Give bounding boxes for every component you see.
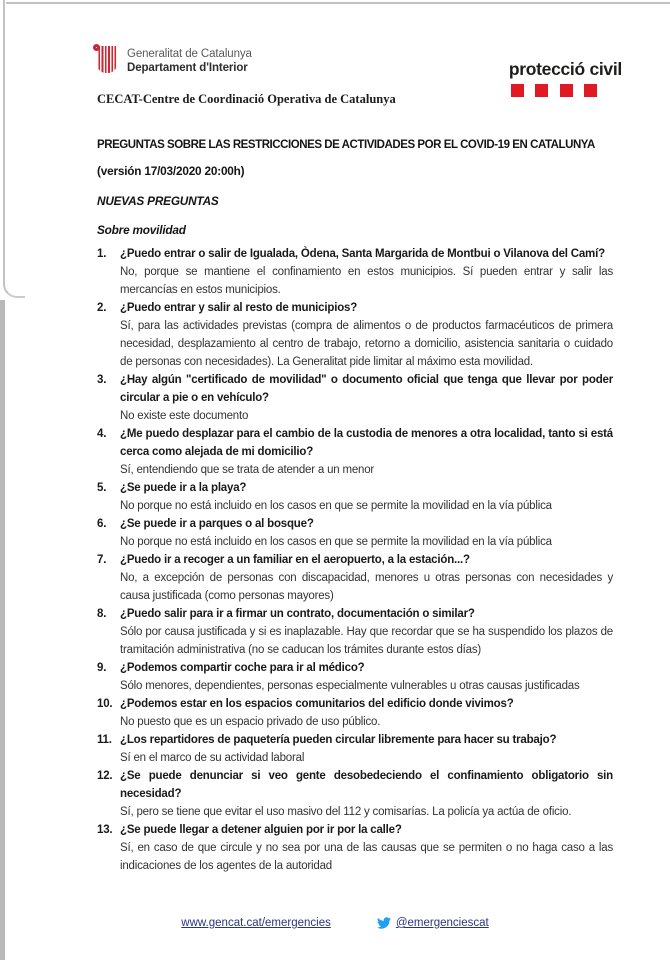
document-footer: [0, 916, 670, 930]
faq-answer: No, a excepción de personas con discapacidad, menores u otras personas con necesidades y causa justificada (como personas mayores): [120, 572, 613, 602]
document-body: [0, 139, 670, 875]
faq-question: ¿Puedo salir para ir a firmar un contrato, documentación o similar?: [120, 608, 475, 620]
org-identity: [97, 46, 396, 107]
faq-number: 13.: [97, 824, 113, 836]
org-logo-row: [97, 46, 396, 75]
faq-question-answer: [120, 371, 613, 425]
faq-number: 7.: [97, 554, 107, 566]
faq-question: ¿Puedo entrar y salir al resto de municipios?: [120, 302, 358, 314]
faq-question-answer: [120, 605, 613, 659]
faq-answer: No porque no está incluido en los casos en que se permite la movilidad en la vía pública: [120, 536, 552, 548]
faq-item: [97, 299, 613, 371]
cecat-line: CECAT-Centre de Coordinació Operativa de Catalunya: [97, 92, 396, 106]
website-link[interactable]: www.gencat.cat/emergencies: [181, 917, 331, 929]
faq-question-answer: [120, 767, 613, 821]
faq-question: ¿Se puede llegar a detener alguien por ir por la calle?: [120, 824, 402, 836]
faq-answer: Sí, para las actividades previstas (compra de alimentos o de productos farmacéuticos de primera necesidad, desplazamiento al centro de trabajo, retorno a domicilio, asistencia sanitaria o cuidado de personas con necesidades). La Generalitat pide limitar al máximo esta movilidad.: [120, 320, 613, 368]
faq-question: ¿Se puede denunciar si veo gente desobedeciendo el confinamiento obligatorio sin necesidad?: [120, 770, 613, 800]
faq-answer: No, porque se mantiene el confinamiento en estos municipios. Sí pueden entrar y salir las mercancías en estos municipios.: [120, 266, 613, 296]
faq-answer: Sólo menores, dependientes, personas especialmente vulnerables u otras causas justificadas: [120, 680, 580, 692]
faq-question: ¿Podemos compartir coche para ir al médico?: [120, 662, 365, 674]
org-text: [127, 46, 252, 75]
twitter-handle: @emergenciescat: [395, 917, 489, 929]
faq-number: 4.: [97, 428, 107, 440]
red-square-icon: [535, 84, 548, 97]
faq-question: ¿Puedo entrar o salir de Igualada, Òdena, Santa Margarida de Montbui o Vilanova del Camí?: [120, 248, 605, 260]
section-heading: NUEVAS PREGUNTAS: [97, 194, 219, 208]
faq-question-answer: [120, 515, 613, 551]
faq-question: ¿Podemos estar en los espacios comunitarios del edificio donde vivimos?: [120, 698, 514, 710]
twitter-link[interactable]: [377, 916, 489, 930]
faq-number: 8.: [97, 608, 107, 620]
faq-number: 2.: [97, 302, 107, 314]
faq-question: ¿Puedo ir a recoger a un familiar en el aeropuerto, a la estación...?: [120, 554, 470, 566]
generalitat-ring-icon: [93, 44, 100, 51]
version-line: (versión 17/03/2020 20:00h): [97, 164, 245, 178]
faq-number: 6.: [97, 518, 107, 530]
faq-question: ¿Se puede ir a la playa?: [120, 482, 247, 494]
page-edge-left-card: [3, 0, 25, 298]
page-edge-left-strip: [0, 300, 5, 960]
faq-question-answer: [120, 245, 613, 299]
faq-question-answer: [120, 821, 613, 875]
faq-answer: Sí en el marco de su actividad laboral: [120, 752, 305, 764]
faq-item: [97, 425, 613, 479]
org-name: Generalitat de Catalunya: [127, 48, 252, 60]
faq-answer: Sí, pero se tiene que evitar el uso masivo del 112 y comisarías. La policía ya actúa de oficio.: [120, 806, 572, 818]
red-square-icon: [511, 84, 524, 97]
faq-question: ¿Me puedo desplazar para el cambio de la custodia de menores a otra localidad, tanto si está cerca como alejada de mi domicilio?: [120, 428, 613, 458]
faq-item: [97, 695, 613, 731]
faq-answer: Sólo por causa justificada y si es inaplazable. Hay que recordar que se ha suspendido los plazos de tramitación administrativa (no se caducan los trámites durante estos días): [120, 626, 613, 656]
twitter-bird-icon: [377, 916, 391, 930]
faq-item: [97, 479, 613, 515]
page-edge-top: [6, 2, 670, 4]
faq-answer: Sí, entendiendo que se trata de atender a un menor: [120, 464, 375, 476]
subsection-heading: Sobre movilidad: [97, 223, 186, 237]
faq-question-answer: [120, 299, 613, 371]
faq-item: [97, 371, 613, 425]
faq-item: [97, 659, 613, 695]
red-square-icon: [560, 84, 573, 97]
generalitat-senyera-icon: [97, 46, 117, 73]
faq-question-answer: [120, 731, 613, 767]
org-department: Departament d'Interior: [127, 62, 248, 74]
faq-item: [97, 767, 613, 821]
faq-question-answer: [120, 425, 613, 479]
faq-question: ¿Hay algún "certificado de movilidad" o documento oficial que tenga que llevar por poder circular a pie o en vehículo?: [120, 374, 613, 404]
proteccio-civil-squares-icon: [509, 84, 622, 97]
faq-number: 3.: [97, 374, 107, 386]
document-header: [0, 0, 670, 107]
faq-item: [97, 605, 613, 659]
proteccio-civil-wordmark: protecció civil: [508, 59, 622, 79]
faq-item: [97, 821, 613, 875]
page-title: PREGUNTAS SOBRE LAS RESTRICCIONES DE ACTIVIDADES POR EL COVID-19 EN CATALUNYA: [97, 139, 595, 151]
faq-question-answer: [120, 695, 613, 731]
red-square-icon: [584, 84, 597, 97]
faq-item: [97, 551, 613, 605]
faq-question: ¿Los repartidores de paquetería pueden circular libremente para hacer su trabajo?: [120, 734, 557, 746]
faq-answer: No porque no está incluido en los casos en que se permite la movilidad en la vía pública: [120, 500, 552, 512]
faq-number: 11.: [97, 734, 112, 746]
faq-answer: No existe este documento: [120, 410, 249, 422]
faq-question: ¿Se puede ir a parques o al bosque?: [120, 518, 314, 530]
faq-question-answer: [120, 659, 613, 695]
faq-question-answer: [120, 479, 613, 515]
faq-question-answer: [120, 551, 613, 605]
faq-number: 9.: [97, 662, 107, 674]
faq-answer: Sí, en caso de que circule y no sea por una de las causas que se permiten o no haga caso a las indicaciones de los agentes de la autoridad: [120, 842, 613, 872]
faq-number: 5.: [97, 482, 107, 494]
faq-item: [97, 245, 613, 299]
faq-answer: No puesto que es un espacio privado de uso público.: [120, 716, 381, 728]
faq-item: [97, 515, 613, 551]
proteccio-civil-logo: [509, 59, 622, 97]
faq-number: 12.: [97, 770, 113, 782]
faq-number: 10.: [97, 698, 113, 710]
faq-number: 1.: [97, 248, 107, 260]
faq-list: [97, 245, 613, 875]
faq-item: [97, 731, 613, 767]
